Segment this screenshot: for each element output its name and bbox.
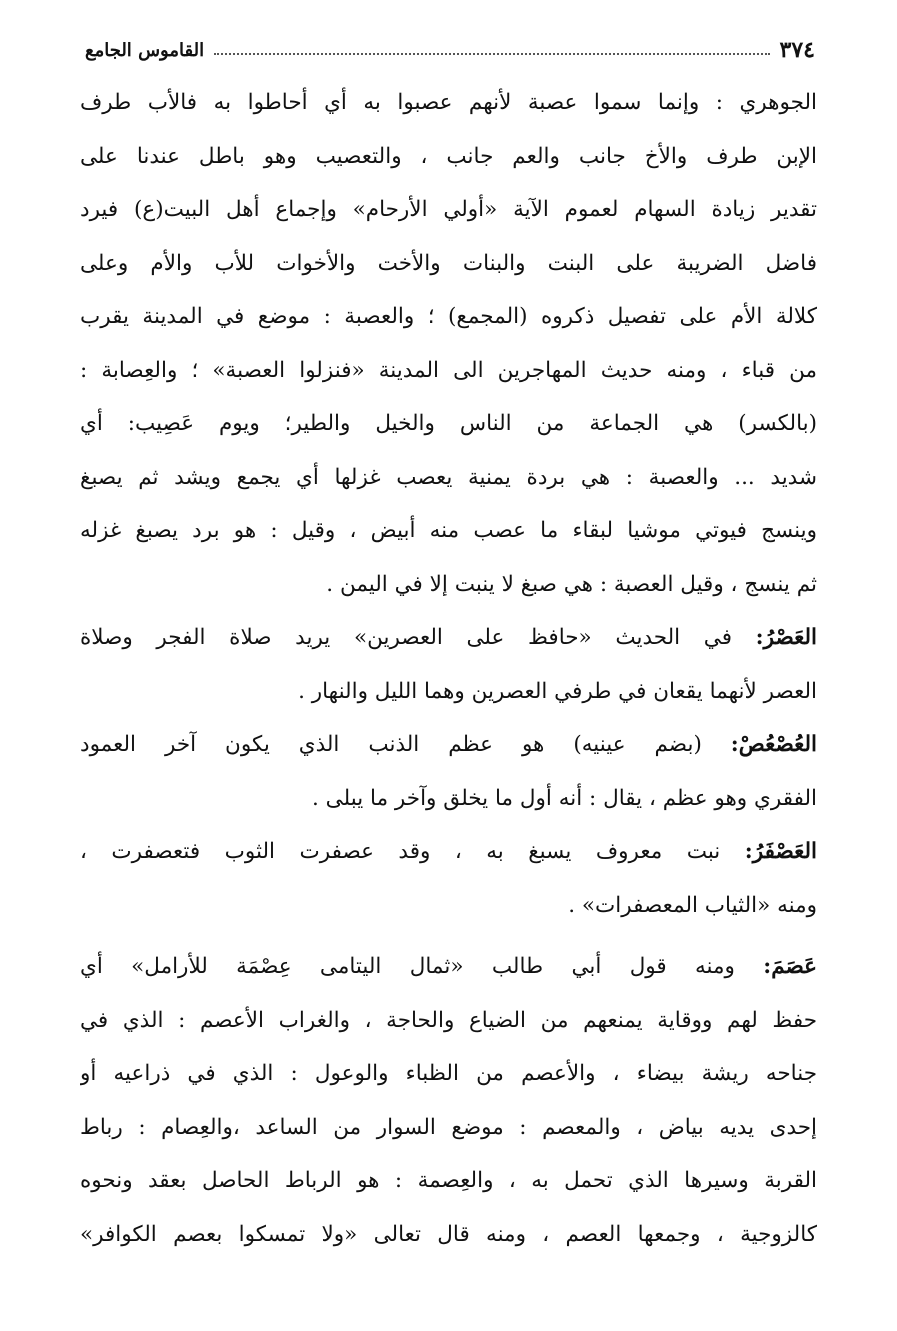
line-text: إحدى يديه بياض ، والمعصم : موضع السوار من الساعد ،والعِصام : رباط — [80, 1114, 817, 1140]
entry-text-block — [80, 76, 817, 1261]
line-text: كلالة الأم على تفصيل ذكروه (المجمع) ؛ والعصبة : موضع في المدينة يقرب — [80, 304, 817, 329]
running-header — [85, 30, 815, 70]
text-line — [80, 504, 817, 558]
line-text: الفقري وهو عظم ، يقال : أنه أول ما يخلق وآخر ما يبلى . — [312, 785, 817, 811]
line-text: في الحديث «حافظ على العصرين» يريد صلاة الفجر وصلاة — [80, 625, 756, 650]
text-line — [80, 1047, 817, 1101]
book-title: القاموس الجامع — [85, 39, 205, 61]
text-line — [80, 879, 817, 933]
line-text: حفظ لهم ووقاية يمنعهم من الضياع والحاجة ، والغراب الأعصم : الذي في — [80, 1007, 817, 1033]
line-text: جناحه ريشة بيضاء ، والأعصم من الظباء والوعول : الذي في ذراعيه أو — [80, 1061, 817, 1086]
text-line — [80, 665, 817, 719]
text-line — [80, 130, 817, 184]
entry-headword: العُصْعُصْ: — [730, 732, 817, 757]
line-text: من قباء ، ومنه حديث المهاجرين الى المدينة «فنزلوا العصبة» ؛ والعِصابة : — [80, 357, 817, 383]
line-text: فاضل الضريبة على البنت والبنات والأخت والأخوات للأب والأم وعلى — [80, 250, 817, 276]
paragraph-gap — [80, 932, 817, 940]
text-line — [80, 290, 817, 344]
text-line — [80, 397, 817, 451]
text-line — [80, 1101, 817, 1155]
text-line — [80, 451, 817, 505]
page-number: ٣٧٤ — [779, 37, 815, 63]
text-line — [80, 183, 817, 237]
entry-headword: العَصْفَرُ: — [744, 839, 817, 864]
line-text: ومنه «الثياب المعصفرات» . — [568, 892, 817, 918]
text-line-entry-start — [80, 718, 817, 772]
line-text: القربة وسيرها الذي تحمل به ، والعِصمة : هو الرباط الحاصل بعقد ونحوه — [80, 1168, 817, 1193]
text-line-entry-start — [80, 825, 817, 879]
line-text: (بالكسر) هي الجماعة من الناس والخيل والطير؛ ويوم عَصِيب: أي — [80, 411, 817, 436]
line-text: نبت معروف يسبغ به ، وقد عصفرت الثوب فتعصفرت ، — [80, 839, 745, 864]
line-text: الإبن طرف والأخ جانب والعم جانب ، والتعصيب وهو باطل عندنا على — [80, 143, 817, 169]
line-text: ومنه قول أبي طالب «ثمال اليتامى عِصْمَة للأرامل» أي — [80, 954, 764, 979]
entry-headword: عَصَمَ: — [763, 954, 817, 979]
text-line — [80, 237, 817, 291]
line-text: تقدير زيادة السهام لعموم الآية «أولي الأرحام» وإجماع أهل البيت(ع) فيرد — [80, 197, 817, 222]
text-line — [80, 344, 817, 398]
text-line — [80, 772, 817, 826]
text-line — [80, 994, 817, 1048]
line-text: كالزوجية ، وجمعها العصم ، ومنه قال تعالى «ولا تمسكوا بعصم الكوافر» — [80, 1221, 817, 1247]
text-line — [80, 1208, 817, 1262]
text-line-entry-start — [80, 611, 817, 665]
line-text: الجوهري : وإنما سموا عصبة لأنهم عصبوا به أي أحاطوا به فالأب طرف — [80, 90, 817, 115]
text-line-entry-start — [80, 940, 817, 994]
line-text: ثم ينسج ، وقيل العصبة : هي صبغ لا ينبت إلا في اليمن . — [326, 571, 817, 597]
line-text: (بضم عينيه) هو عظم الذنب الذي يكون آخر العمود — [80, 732, 731, 757]
entry-headword: العَصْرُ: — [755, 625, 817, 650]
line-text: العصر لأنهما يقعان في طرفي العصرين وهما الليل والنهار . — [298, 678, 817, 704]
line-text: وينسج فيوتي موشيا لبقاء ما عصب منه أبيض ، وقيل : هو برد يصبغ غزله — [80, 518, 817, 543]
text-line — [80, 558, 817, 612]
line-text: شديد ... والعصبة : هي بردة يمنية يعصب غزلها أي يجمع ويشد ثم يصبغ — [80, 464, 817, 490]
text-line — [80, 1154, 817, 1208]
dotted-leader — [214, 53, 769, 55]
text-line — [80, 76, 817, 130]
